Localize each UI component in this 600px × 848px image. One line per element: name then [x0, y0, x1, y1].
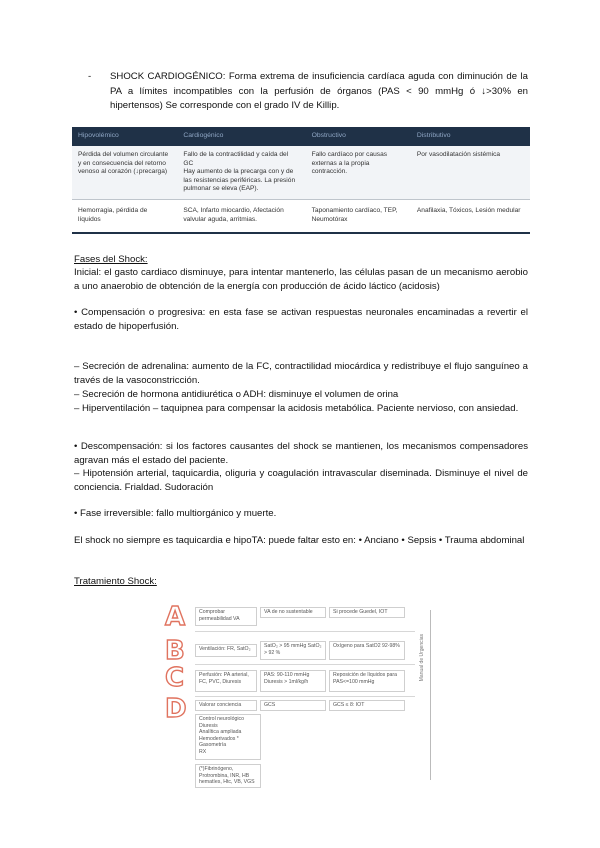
treatment-cell: GCS ≤ 8: IOT	[329, 700, 405, 711]
treatment-cell: SatO₂ > 95 mmHg SatO₂ > 92 %	[260, 641, 326, 660]
treatment-cell: Valorar conciencia	[195, 700, 257, 711]
side-label: Manual de Urgencias	[419, 634, 425, 682]
letter-c: C	[165, 663, 185, 693]
table-cell: Fallo de la contractilidad y caída del GC Hay aumento de la precarga con y de las resistencias periféricas. La presión pulmonar se eleva (EAP).	[177, 146, 305, 200]
descompensacion-item: – Hipotensión arterial, taquicardia, oliguria y coagulación intravascular diseminada. Disminuye el nivel de conciencia. Frialdad. Sudoración	[74, 468, 528, 493]
treatment-cell: PAS: 90-110 mmHg Diuresis > 1ml/kg/h	[260, 670, 326, 692]
compensacion-item: – Hiperventilación – taquipnea para compensar la acidosis metabólica. Paciente nervioso, con ansiedad.	[74, 403, 519, 414]
shock-cardiogenico-text: SHOCK CARDIOGÉNICO: Forma extrema de insuficiencia cardíaca aguda con diminución de la PA a límites incompatibles con la perfusión de órganos (PAS < 90 mmHg ó ↓>30% en hipertensos) Se corresponde con el grado IV de Killip.	[110, 71, 528, 111]
treatment-cell: VA de no sustentable	[260, 607, 326, 618]
divider	[430, 610, 431, 780]
treatment-cell: Reposición de líquidos para PAS<=100 mmHg	[329, 670, 405, 692]
treatment-extra: Control neurológico Diuresis Analítica ampliada Hemoderivados * Gasometría RX	[195, 714, 261, 760]
table-row	[72, 146, 530, 200]
table-header: Distributivo	[411, 127, 530, 146]
treatment-cell: Ventilación: FR, SatO₂	[195, 644, 257, 657]
shock-types-table	[72, 127, 530, 234]
table-cell: Pérdida del volumen circulante y en consecuencia del retorno venoso al corazón (↓precarga)	[72, 146, 177, 200]
fase-inicial: Inicial: el gasto cardiaco disminuye, para intentar mantenerlo, las células pasan de un mecanismo aerobio a uno anaerobio de obtención de la energía con producción de ácido láctico (acidosis)	[74, 267, 528, 292]
table-cell: Anafilaxia, Tóxicos, Lesión medular	[411, 200, 530, 233]
treatment-cell: GCS	[260, 700, 326, 711]
treatment-cell: Perfusión: PA arterial, FC, PVC, Diuresis	[195, 670, 257, 692]
nota-shock: El shock no siempre es taquicardia e hipoTA: puede faltar esto en: • Anciano • Sepsis • Trauma abdominal	[74, 535, 525, 546]
fase-descompensacion: • Descompensación: si los factores causantes del shock se mantienen, los mecanismos compensadores agravan más el estado del paciente.	[74, 441, 528, 466]
compensacion-item: – Secreción de adrenalina: aumento de la FC, contractilidad miocárdica y redistribuye el flujo sanguíneo a través de la vasoconstricción.	[74, 361, 528, 386]
tratamiento-figure	[165, 604, 437, 790]
table-cell: Taponamiento cardíaco, TEP, Neumotórax	[306, 200, 411, 233]
letter-d: D	[165, 694, 187, 724]
table-row	[72, 200, 530, 233]
treatment-cell: Si procede Guedel, IOT	[329, 607, 405, 618]
table-header: Cardiogénico	[177, 127, 305, 146]
table-cell: SCA, Infarto miocardio, Afectación valvular aguda, arritmias.	[177, 200, 305, 233]
table-header: Obstructivo	[306, 127, 411, 146]
fase-compensacion: • Compensación o progresiva: en esta fase se activan respuestas neuronales encaminadas a revertir el estado de hipoperfusión.	[74, 307, 528, 332]
bullet-dash: -	[88, 71, 92, 82]
table-cell: Hemorragia, pérdida de líquidos	[72, 200, 177, 233]
fase-irreversible: • Fase irreversible: fallo multiorgánico y muerte.	[74, 508, 277, 519]
compensacion-item: – Secreción de hormona antidiurética o ADH: disminuye el volumen de orina	[74, 389, 399, 400]
fases-title: Fases del Shock:	[74, 254, 148, 265]
letter-b: B	[165, 636, 185, 666]
table-cell: Por vasodilatación sistémica	[411, 146, 530, 200]
treatment-footnote: (*)Fibrinógeno, Protrombina, INR, HB hematíes, Htc, VB, VGS	[195, 764, 261, 788]
shock-cardiogenico-bullet	[88, 70, 528, 114]
tratamiento-title: Tratamiento Shock:	[74, 576, 157, 587]
table-cell: Fallo cardíaco por causas externas a la propia contracción.	[306, 146, 411, 200]
treatment-cell: Oxígeno para SatO2 92-98%	[329, 641, 405, 660]
table-header: Hipovolémico	[72, 127, 177, 146]
treatment-cell: Comprobar permeabilidad VA	[195, 607, 257, 626]
letter-a: A	[165, 602, 186, 632]
